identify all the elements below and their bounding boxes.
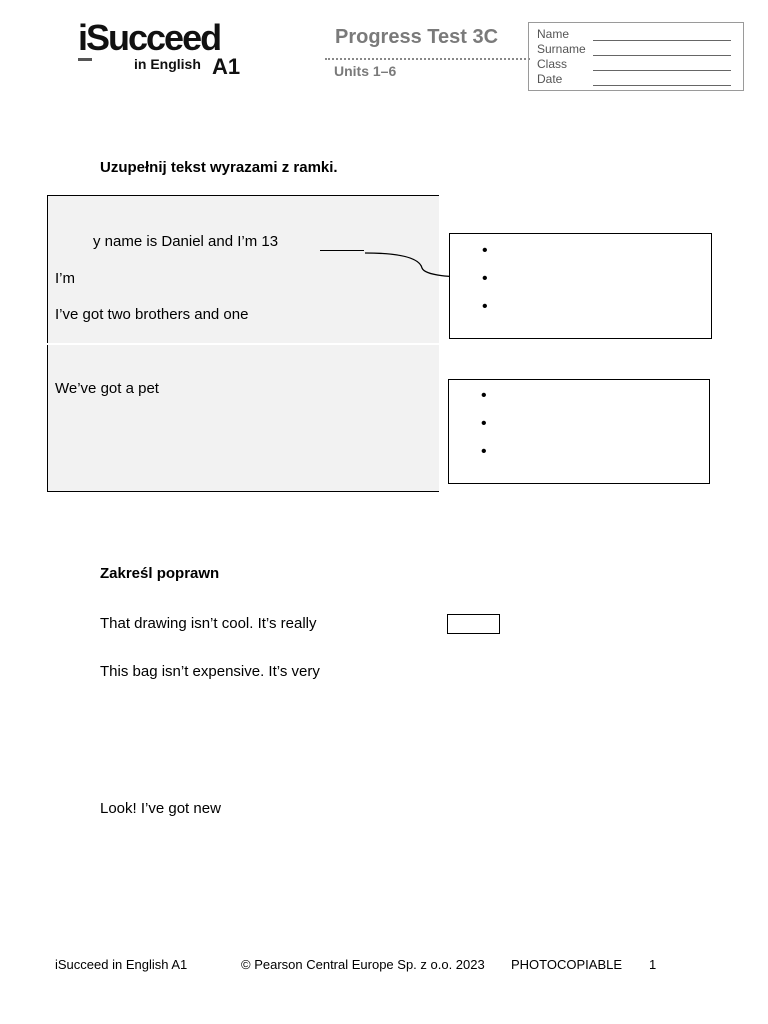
logo-underline: [78, 58, 92, 61]
footer-copyright: © Pearson Central Europe Sp. z o.o. 2023: [241, 957, 485, 972]
logo-sub-text: in English: [134, 56, 201, 72]
header-dotted-divider: [325, 58, 530, 60]
test-units: Units 1–6: [334, 63, 397, 79]
word-box-1-bullet: •: [482, 298, 488, 315]
answer-gap-1: [320, 250, 364, 251]
word-box-2: [448, 379, 710, 484]
word-box-2-bullet: •: [481, 443, 487, 460]
surname-line: [593, 55, 731, 56]
info-label-name: Name: [537, 27, 570, 41]
exercise1-line-1: y name is Daniel and I’m 13: [93, 233, 279, 250]
footer-photocopiable: PHOTOCOPIABLE: [511, 957, 623, 972]
exercise1-line-4: We’ve got a pet: [55, 380, 159, 397]
date-line: [593, 85, 731, 86]
exercise1-instruction: Uzupełnij tekst wyrazami z ramki.: [100, 159, 338, 176]
exercise2-sentence-2: This bag isn’t expensive. It’s very: [100, 663, 320, 680]
student-info-box: [528, 22, 744, 91]
word-box-2-bullet: •: [481, 387, 487, 404]
word-box-1-bullet: •: [482, 270, 488, 287]
word-box-1-bullet: •: [482, 242, 488, 259]
word-box-2-bullet: •: [481, 415, 487, 432]
name-line: [593, 40, 731, 41]
word-box-1: [449, 233, 712, 339]
exercise2-sentence-3: Look! I’ve got new: [100, 800, 221, 817]
info-label-class: Class: [537, 57, 568, 71]
footer-book-title: iSucceed in English A1: [55, 957, 188, 972]
info-label-surname: Surname: [537, 42, 586, 56]
exercise2-sentence-1: That drawing isn’t cool. It’s really: [100, 615, 317, 632]
class-line: [593, 70, 731, 71]
page-number: 1: [649, 957, 657, 972]
logo-main-text: iSucceed: [78, 17, 221, 58]
logo: [78, 18, 248, 84]
exercise1-line-3: I’ve got two brothers and one: [55, 306, 249, 323]
logo-level-text: A1: [212, 54, 241, 79]
exercise1-text-panel-bottom: [47, 345, 439, 492]
exercise2-instruction: Zakreśl poprawn: [100, 565, 220, 582]
exercise1-line-2: I’m: [55, 270, 75, 287]
answer-box[interactable]: [447, 614, 500, 634]
info-label-date: Date: [537, 72, 563, 86]
test-title: Progress Test 3C: [335, 26, 499, 48]
